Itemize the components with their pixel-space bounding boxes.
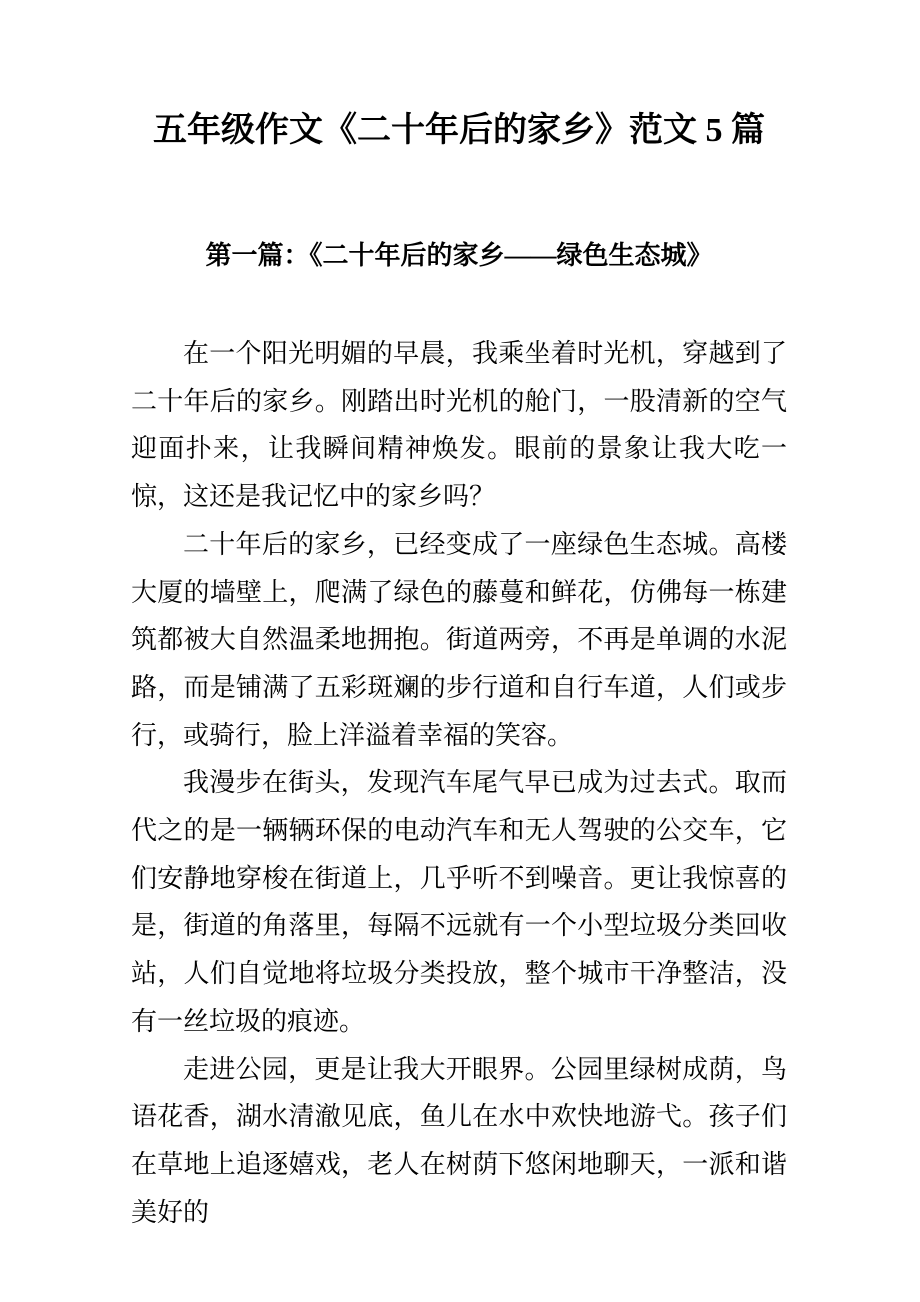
document-body — [131, 330, 787, 1236]
paragraph-4: 走进公园，更是让我大开眼界。公园里绿树成荫，鸟语花香，湖水清澈见底，鱼儿在水中欢快地游弋。孩子们在草地上追逐嬉戏，老人在树荫下悠闲地聊天，一派和谐美好的 — [131, 1054, 787, 1227]
paragraph-3: 我漫步在街头，发现汽车尾气早已成为过去式。取而代之的是一辆辆环保的电动汽车和无人驾驶的公交车，它们安静地穿梭在街道上，几乎听不到噪音。更让我惊喜的是，街道的角落里，每隔不远就有一个小型垃圾分类回收站，人们自觉地将垃圾分类投放，整个城市干净整洁，没有一丝垃圾的痕迹。 — [131, 768, 787, 1036]
section-heading: 第一篇：《二十年后的家乡——绿色生态城》 — [205, 241, 713, 270]
paragraph-2: 二十年后的家乡，已经变成了一座绿色生态城。高楼大厦的墙壁上，爬满了绿色的藤蔓和鲜花，仿佛每一栋建筑都被大自然温柔地拥抱。街道两旁，不再是单调的水泥路，而是铺满了五彩斑斓的步行道和自行车道，人们或步行，或骑行，脸上洋溢着幸福的笑容。 — [131, 529, 787, 750]
paragraph-1: 在一个阳光明媚的早晨，我乘坐着时光机，穿越到了二十年后的家乡。刚踏出时光机的舱门，一股清新的空气迎面扑来，让我瞬间精神焕发。眼前的景象让我大吃一惊，这还是我记忆中的家乡吗？ — [131, 339, 787, 512]
document-title: 五年级作文《二十年后的家乡》范文 5 篇 — [153, 112, 765, 149]
